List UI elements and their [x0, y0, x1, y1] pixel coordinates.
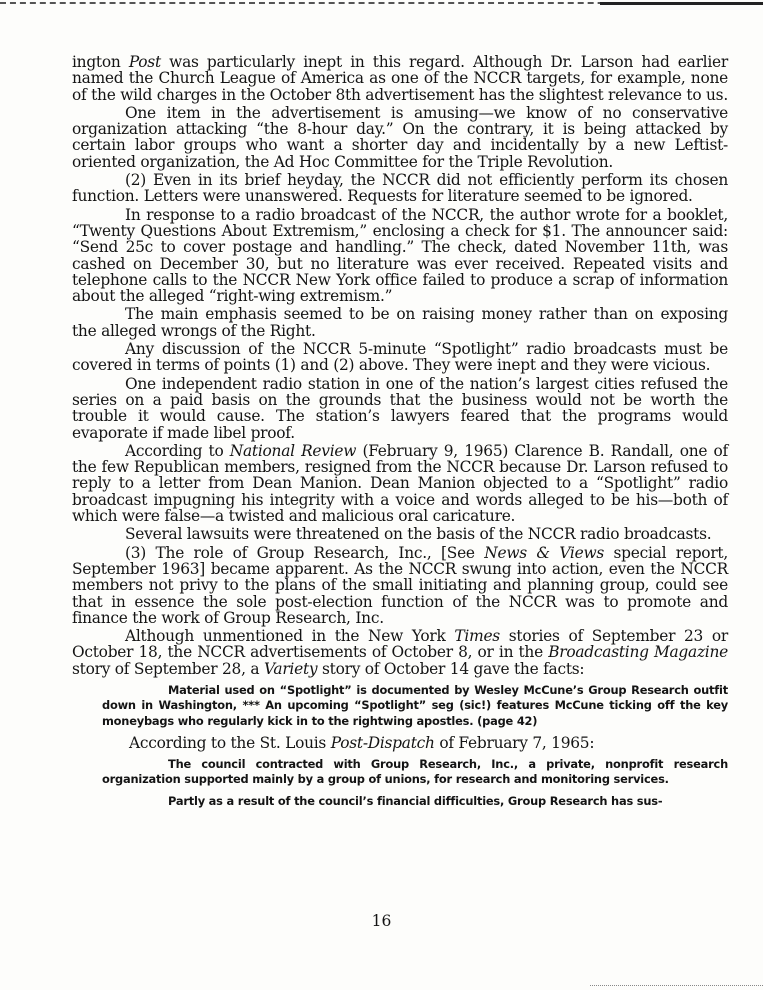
blockquote-post-dispatch-1 — [102, 757, 728, 788]
blockquote-post-dispatch-2 — [102, 794, 728, 809]
text-run: According to — [125, 441, 230, 460]
paragraph-lawsuits — [72, 526, 728, 542]
page-body — [72, 54, 728, 809]
text-run: stories of September 23 or October 18, the NCCR advertisements of October 8, or in the — [72, 627, 728, 662]
text-run: (February 9, 1965) Clarence B. Randall, one of the few Republican members, resigned from the NCCR because Dr. Larson refused to reply to a letter from Dean Manion. Dean Manion objected to a “Spotlight” radio broadcast impugning his integrity with a voice and words alleged to be his—both of which were false—a twisted and malicious oral caricature. — [72, 441, 728, 526]
top-border-solid-rule — [600, 2, 763, 5]
text-run: Several lawsuits were threatened on the basis of the NCCR radio broadcasts. — [125, 525, 712, 544]
paragraph-variety-story — [72, 628, 728, 677]
text-run: Partly as a result of the council’s financial difficulties, Group Research has sus- — [168, 793, 663, 808]
italic-title-text: Post-Dispatch — [330, 733, 435, 752]
page-number: 16 — [371, 912, 392, 930]
text-run: was particularly inept in this regard. Although Dr. Larson had earlier named the Church League of America as one of the NCCR targets, for example, none of the wild charges in the October 8th advertisement has the slightest relevance to us. — [72, 53, 728, 104]
text-run: In response to a radio broadcast of the NCCR, the author wrote for a booklet, “Twenty Questions About Extremism,” enclosing a check for $1. The announcer said: “Send 25c to cover postage and handling.” The check, dated November 11th, was cashed on December 30, but no literature was ever received. Repeated visits and telephone calls to the NCCR New York office failed to produce a scrap of information about the alleged “right-wing extremism.” — [72, 205, 728, 306]
text-run: One item in the advertisement is amusing—we know of no conservative organization attacking “the 8-hour day.” On the contrary, it is being attacked by certain labor groups who want a shorter day and incidentally by a new Leftist-oriented organization, the Ad Hoc Committee for the Triple Revolution. — [72, 103, 728, 171]
bottom-border-rule — [590, 985, 763, 986]
text-run: (2) Even in its brief heyday, the NCCR did not efficiently perform its chosen function. Letters were unanswered. Requests for literature seemed to be ignored. — [72, 171, 728, 206]
paragraph-spotlight-broadcasts — [72, 341, 728, 374]
paragraph-post-dispatch-intro — [129, 735, 728, 751]
paragraph-post-ineptness — [72, 54, 728, 103]
text-run: ington — [72, 53, 129, 71]
italic-title-text: News & Views — [484, 543, 605, 562]
text-run: Material used on “Spotlight” is documented by Wesley McCune’s Group Research outfit down in Washington, *** An upcoming “Spotlight” seg (sic!) features McCune ticking off the key moneybags who regularly kick in to the rightwing apostles. (page 42) — [102, 682, 728, 728]
text-run: According to the St. Louis — [129, 733, 331, 752]
text-run: The main emphasis seemed to be on raising money rather than on exposing the alleged wrongs of the Right. — [72, 305, 728, 340]
text-run: One independent radio station in one of the nation’s largest cities refused the series on a paid basis on the grounds that the business would not be worth the trouble it would cause. The station’s lawyers feared that the programs would evaporate if made libel proof. — [72, 374, 728, 442]
blockquote-variety — [102, 683, 728, 729]
text-run: story of October 14 gave the facts: — [317, 659, 585, 678]
paragraph-radio-station-refusal — [72, 376, 728, 441]
text-run: story of September 28, a — [72, 659, 264, 678]
italic-title-text: Post — [128, 53, 161, 71]
paragraph-booklet-request — [72, 207, 728, 305]
text-run: Although unmentioned in the New York — [125, 627, 455, 646]
text-run: The council contracted with Group Research, Inc., a private, nonprofit research organization supported mainly by a group of unions, for research and monitoring services. — [102, 757, 728, 787]
text-run: Any discussion of the NCCR 5-minute “Spotlight” radio broadcasts must be covered in terms of points (1) and (2) above. They were inept and they were vicious. — [72, 340, 728, 375]
italic-title-text: Times — [454, 627, 500, 646]
paragraph-group-research-role — [72, 545, 728, 626]
italic-title-text: Variety — [263, 659, 318, 678]
italic-title-text: National Review — [229, 441, 357, 460]
paragraph-money-emphasis — [72, 306, 728, 339]
paragraph-point-2 — [72, 172, 728, 205]
text-run: special report, September 1963] became apparent. As the NCCR swung into action, even the NCCR members not privy to the plans of the small initiating and planning group, could see that in essence the sole post-election function of the NCCR was to promote and finance the work of Group Research, Inc. — [72, 543, 729, 627]
text-run: of February 7, 1965: — [434, 733, 595, 752]
paragraph-8-hour-day — [72, 105, 728, 170]
italic-title-text: Broadcasting Magazine — [548, 643, 729, 662]
paragraph-national-review — [72, 443, 728, 524]
text-run: (3) The role of Group Research, Inc., [See — [125, 543, 485, 562]
